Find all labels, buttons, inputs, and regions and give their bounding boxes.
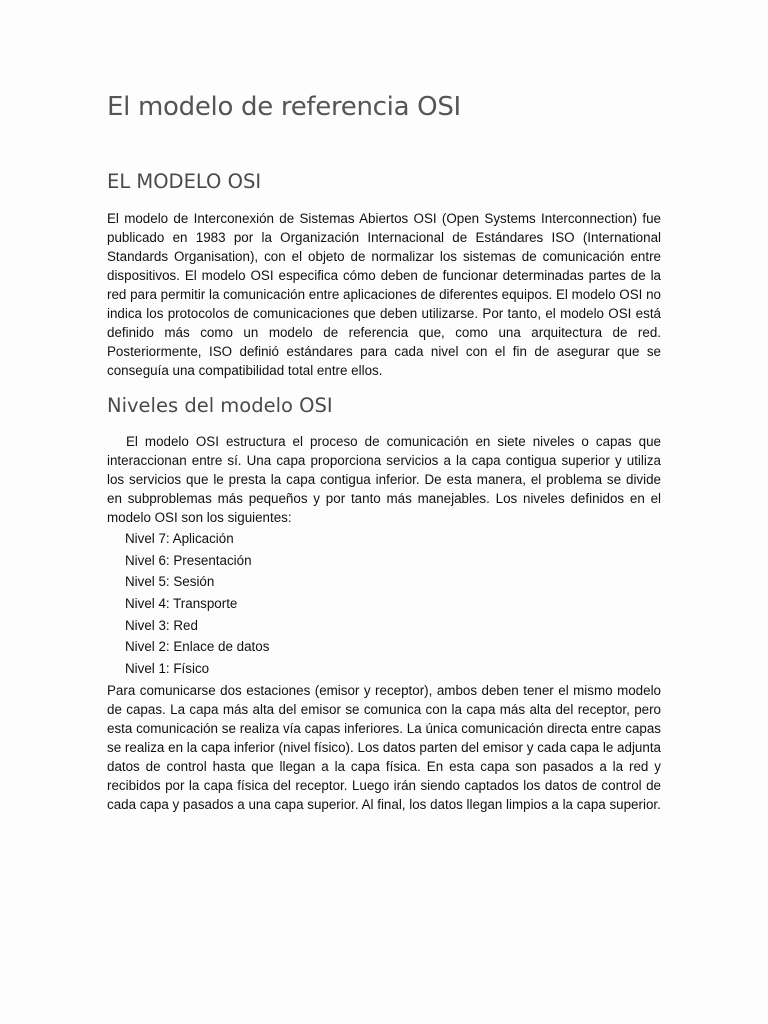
closing-paragraph: Para comunicarse dos estaciones (emisor y receptor), ambos deben tener el mismo modelo de capas. La capa más alta del emisor se comunica con la capa más alta del receptor, pero esta comunicación se realiza vía capas inferiores. La única comunicación directa entre capas se realiza en la capa inferior (nivel físico). Los datos parten del emisor y cada capa le adjunta datos de control hasta que llegan a la capa física. En esta capa son pasados a la red y recibidos por la capa física del receptor. Luego irán siendo captados los datos de control de cada capa y pasados a una capa superior. Al final, los datos llegan limpios a la capa superior.	[107, 683, 661, 812]
levels-list	[125, 528, 269, 680]
list-item-level-4: Nivel 4: Transporte	[125, 596, 238, 612]
levels-intro-paragraph: El modelo OSI estructura el proceso de comunicación en siete niveles o capas que interaccionan entre sí. Una capa proporciona servicios a la capa contigua superior y utiliza los servicios que le presta la capa contigua inferior. De esta manera, el problema se divide en subproblemas más pequeños y por tanto más manejables. Los niveles definidos en el modelo OSI son los siguientes:	[107, 434, 661, 525]
section-heading-modelo-osi: EL MODELO OSI	[107, 170, 262, 193]
document-title: El modelo de referencia OSI	[107, 92, 461, 122]
list-item-level-5: Nivel 5: Sesión	[125, 574, 215, 590]
list-item-level-2: Nivel 2: Enlace de datos	[125, 639, 270, 655]
list-item-level-1: Nivel 1: Físico	[125, 661, 210, 677]
list-item-level-7: Nivel 7: Aplicación	[125, 531, 234, 546]
intro-paragraph: El modelo de Interconexión de Sistemas Abiertos OSI (Open Systems Interconnection) fue publicado en 1983 por la Organización Internacional de Estándares ISO (International Standards Organisation), con el objeto de normalizar los sistemas de comunicación entre dispositivos. El modelo OSI especifica cómo deben de funcionar determinadas partes de la red para permitir la comunicación entre aplicaciones de diferentes equipos. El modelo OSI no indica los protocolos de comunicaciones que deben utilizarse. Por tanto, el modelo OSI está definido más como un modelo de referencia que, como una arquitectura de red. Posteriormente, ISO definió estándares para cada nivel con el fin de asegurar que se conseguía una compatibilidad total entre ellos.	[107, 211, 661, 378]
list-item-level-6: Nivel 6: Presentación	[125, 552, 252, 568]
list-item-level-3: Nivel 3: Red	[125, 617, 198, 633]
section-heading-niveles: Niveles del modelo OSI	[107, 394, 333, 417]
